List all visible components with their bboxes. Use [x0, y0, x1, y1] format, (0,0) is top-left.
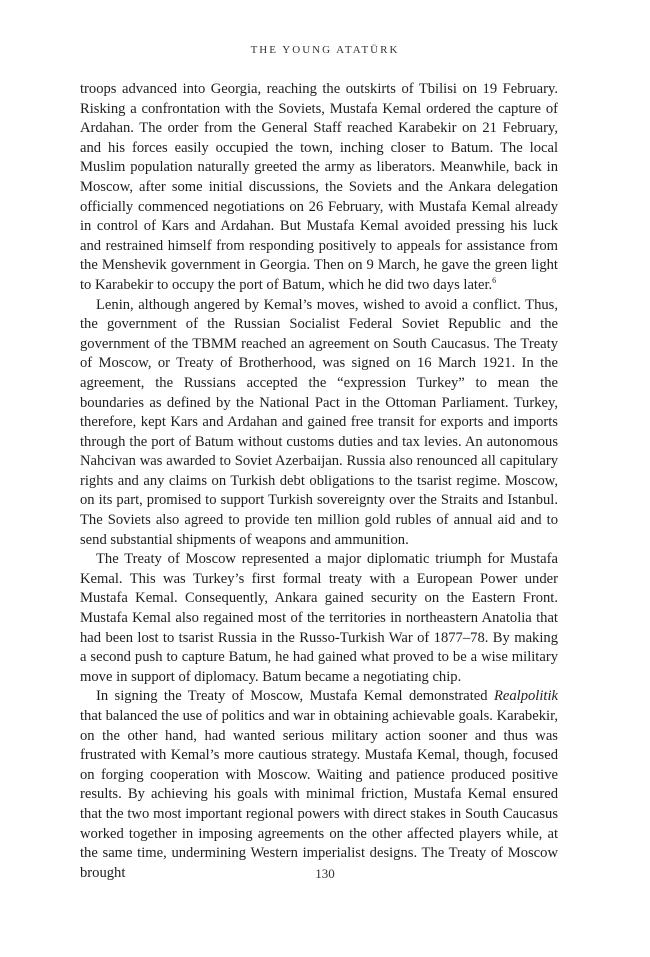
paragraph-4-text-after: that balanced the use of politics and war in obtaining achievable goals. Karabekir, on the other hand, had wanted serious military action sooner and thus was frustrated with Kemal’s more cautious strategy. Mustafa Kemal, though, focused on forging cooperation with Moscow. Waiting and patience produced positive results. By achieving his goals with minimal friction, Mustafa Kemal ensured that the two most important regional powers with direct stakes in South Caucasus worked together in imposing agreements on the other affected players while, at the same time, undermining Western imperialist designs. The Treaty of Moscow brought — [80, 708, 558, 881]
running-head: THE YOUNG ATATÜRK — [250, 44, 400, 56]
italic-term: Realpolitik — [493, 688, 558, 705]
paragraph-1-text: troops advanced into Georgia, reaching the outskirts of Tbilisi on 19 February. Risking a confrontation with the Soviets, Mustafa Kemal ordered the capture of Ardahan. The order from the General Staff reached Karabekir on 21 February, and his forces easily occupied the town, inching closer to Batum. The local Muslim population naturally greeted the army as liberators. Meanwhile, back in Moscow, after some initial discussions, the Soviets and the Ankara delegation officially commenced negotiations on 26 February, with Mustafa Kemal already in control of Kars and Ardahan. But Mustafa Kemal avoided pressing his luck and restrained himself from responding positively to appeals for assistance from the Menshevik government in Georgia. Then on 9 March, he gave the green light to Karabekir to occupy the port of Batum, which he did two days later. — [80, 81, 558, 293]
paragraph-2: Lenin, although angered by Kemal’s moves, wished to avoid a conflict. Thus, the government of the Russian Socialist Federal Soviet Republic and the government of the TBMM reached an agreement on South Caucasus. The Treaty of Moscow, or Treaty of Brotherhood, was signed on 16 March 1921. In the agreement, the Russians accepted the “expression Turkey” to mean the boundaries as defined by the National Pact in the Ottoman Parliament. Turkey, therefore, kept Kars and Ardahan and gained free transit for exports and imports through the port of Batum without customs duties and tax levies. An autonomous Nahcivan was awarded to Soviet Azerbaijan. Russia also renounced all capitulary rights and any claims on Turkish debt obligations to the tsarist regime. Moscow, on its part, promised to support Turkish sovereignty over the Straits and Istanbul. The Soviets also agreed to provide ten million gold rubles of annual aid and to send substantial shipments of weapons and ammunition. — [80, 296, 558, 548]
footnote-marker[interactable]: 6 — [492, 276, 497, 286]
paragraph-4-text-before: In signing the Treaty of Moscow, Mustafa Kemal demonstrated — [96, 688, 494, 705]
body-text — [80, 80, 558, 883]
page-number: 130 — [315, 866, 335, 881]
paragraph-4 — [80, 687, 558, 883]
paragraph-3: The Treaty of Moscow represented a major diplomatic triumph for Mustafa Kemal. This was Turkey’s first formal treaty with a European Power under Mustafa Kemal. Consequently, Ankara gained security on the Eastern Front. Mustafa Kemal also regained most of the territories in northeastern Anatolia that had been lost to tsarist Russia in the Russo-Turkish War of 1877–78. By making a second push to capture Batum, he had gained what proved to be a wise military move in support of diplomacy. Batum became a negotiating chip. — [80, 551, 558, 685]
paragraph-1 — [80, 80, 558, 296]
